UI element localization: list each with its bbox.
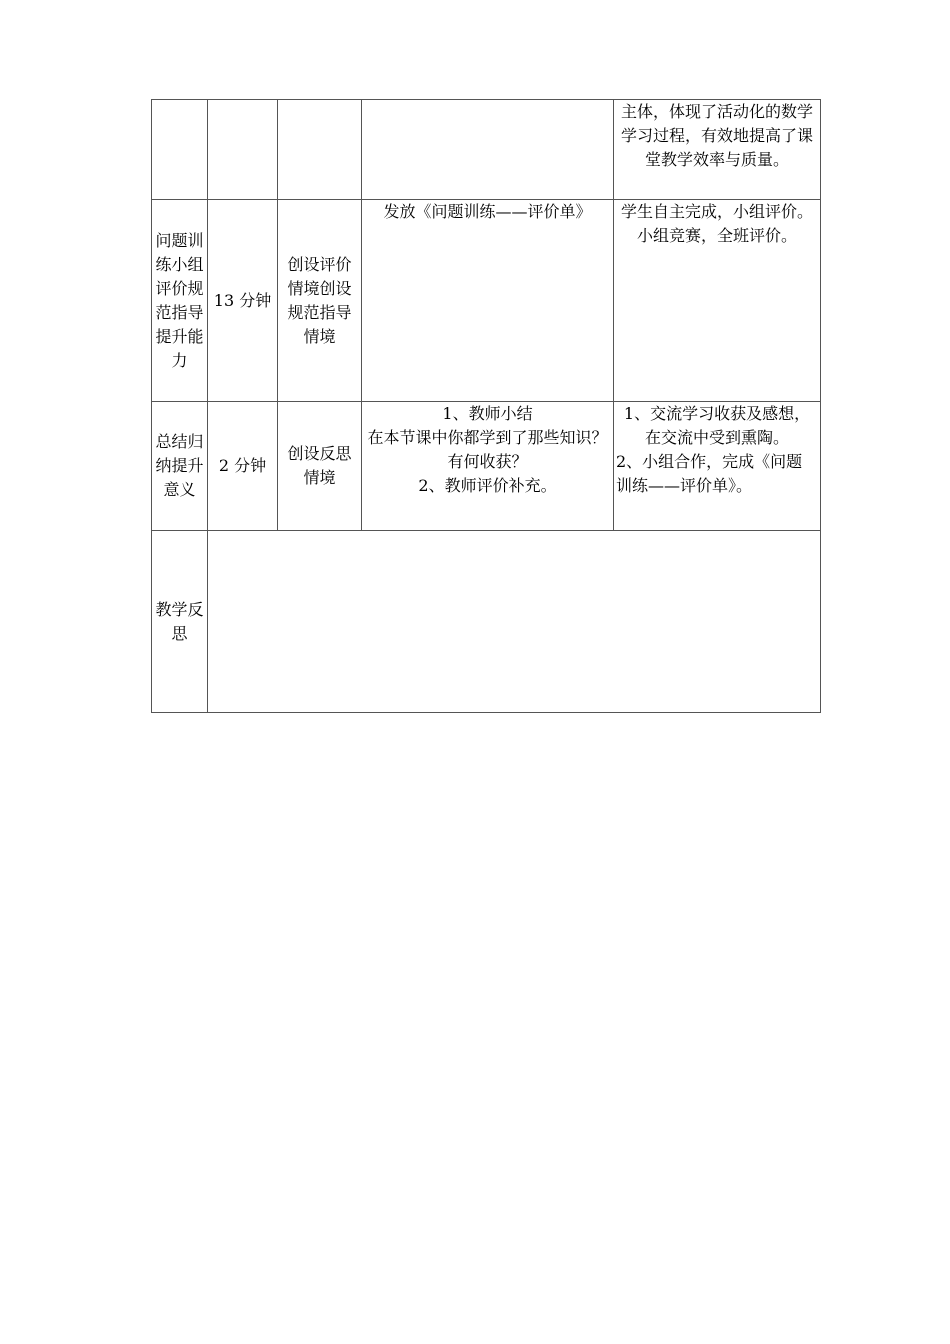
stage-text: 问题训练小组评价规范指导提升能力: [155, 230, 204, 370]
student-activity-cell: [614, 100, 821, 200]
stage-cell: [152, 100, 208, 200]
student-activity-cell: [614, 402, 821, 531]
time-text: 13 分钟: [213, 290, 272, 310]
teacher-activity-cell: [362, 100, 614, 200]
student-summary-group-work: 2、小组合作，完成《问题训练——评价单》。: [616, 452, 803, 495]
table-row-summary: [152, 402, 821, 531]
stage-cell: [152, 200, 208, 402]
situation-cell: [278, 200, 362, 402]
stage-text: 总结归纳提升意义: [155, 432, 204, 499]
teacher-summary-question: 在本节课中你都学到了那些知识？有何收获？: [367, 428, 608, 471]
lesson-plan-table: [151, 99, 821, 713]
time-cell: [208, 200, 278, 402]
reflection-content-cell: [208, 531, 821, 713]
teacher-activity-cell: [362, 402, 614, 531]
student-activity-text: 学生自主完成，小组评价。小组竞赛，全班评价。: [620, 202, 813, 245]
teacher-summary-evaluation: 2、教师评价补充。: [418, 476, 557, 495]
situation-text: 创设反思情境: [287, 444, 352, 487]
time-text: 2 分钟: [218, 456, 267, 475]
table-row-problem-training: [152, 200, 821, 402]
teacher-activity-text: 发放《问题训练——评价单》: [383, 202, 592, 221]
situation-text: 创设评价情境创设规范指导情境: [287, 254, 352, 346]
situation-cell: [278, 100, 362, 200]
student-summary-exchange: 1、交流学习收获及感想，在交流中受到熏陶。: [623, 404, 811, 447]
teacher-activity-cell: [362, 200, 614, 402]
situation-cell: [278, 402, 362, 531]
time-cell: [208, 402, 278, 531]
student-activity-text: 主体，体现了活动化的数学学习过程，有效地提高了课堂教学效率与质量。: [620, 102, 813, 169]
student-activity-cell: [614, 200, 821, 402]
time-cell: [208, 100, 278, 200]
reflection-label: 教学反思: [155, 599, 204, 643]
reflection-label-cell: [152, 531, 208, 713]
teacher-summary-title: 1、教师小结: [442, 404, 533, 423]
stage-cell: [152, 402, 208, 531]
table-row-reflection: [152, 531, 821, 713]
table-row-continuation: [152, 100, 821, 200]
